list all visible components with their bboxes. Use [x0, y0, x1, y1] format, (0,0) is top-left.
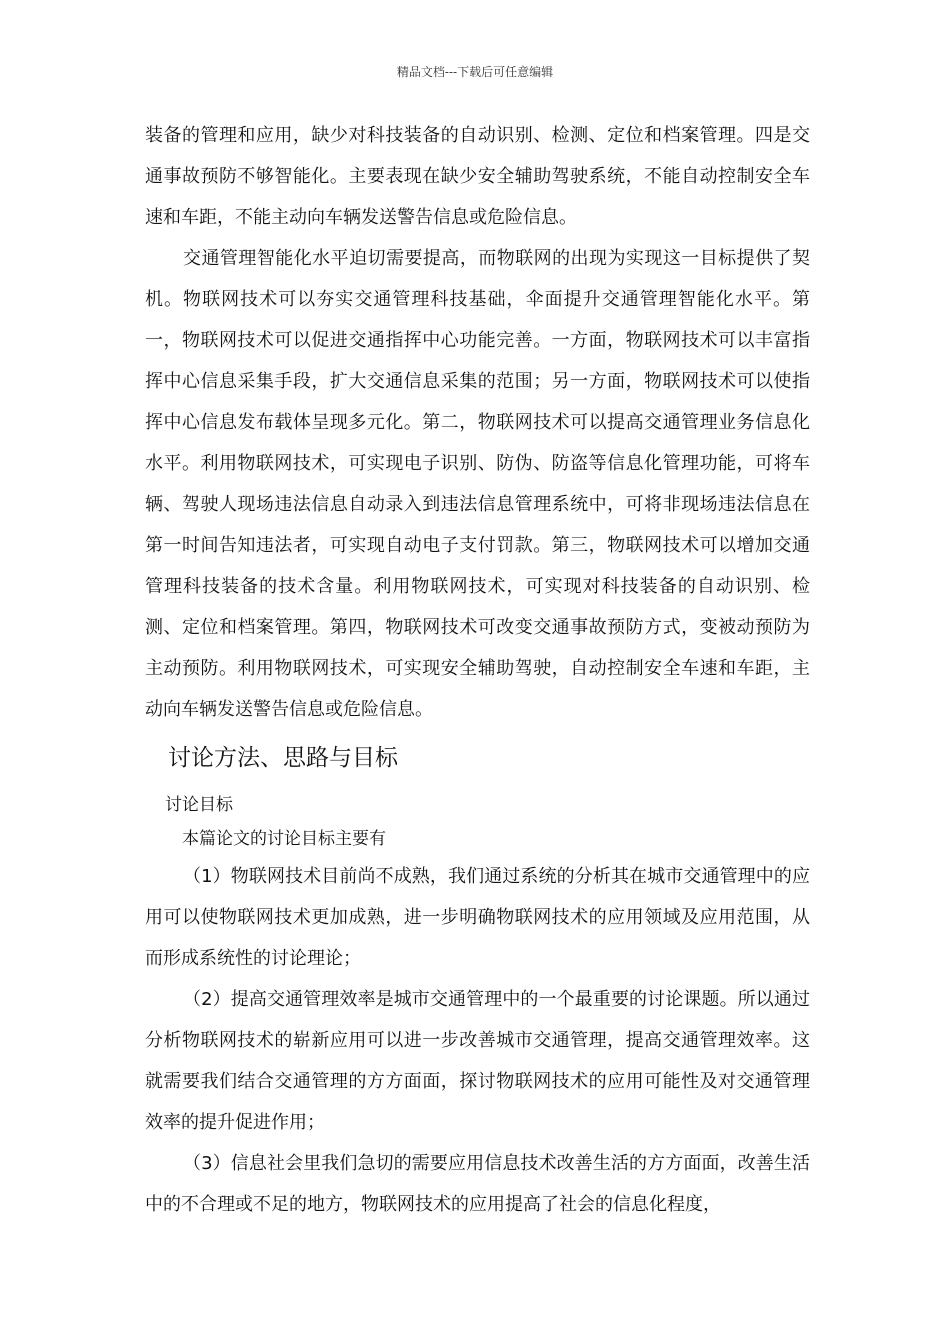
- intro-line: 本篇论文的讨论目标主要有: [182, 829, 386, 849]
- header-watermark: 精品文档---下载后可任意编辑: [396, 65, 554, 79]
- section-heading: 讨论方法、思路与目标: [168, 745, 398, 771]
- list-item-1: （1）物联网技术目前尚不成熟，我们通过系统的分析其在城市交通管理中的应用可以使物联网技术更加成熟，进一步明确物联网技术的应用领域及应用范围，从而形成系统性的讨论理论；: [145, 866, 810, 969]
- paragraph-1: 装备的管理和应用，缺少对科技装备的自动识别、检测、定位和档案管理。四是交通事故预防不够智能化。主要表现在缺少安全辅助驾驶系统，不能自动控制安全车速和车距，不能主动向车辆发送警告信息或危险信息。: [145, 125, 810, 228]
- section2-body: [145, 856, 810, 1225]
- paragraph-2: 交通管理智能化水平迫切需要提高，而物联网的出现为实现这一目标提供了契机。物联网技术可以夯实交通管理科技基础，伞面提升交通管理智能化水平。第一，物联网技术可以促进交通指挥中心功能完善。一方面，物联网技术可以丰富指挥中心信息采集手段，扩大交通信息采集的范围；另一方面，物联网技术可以使指挥中心信息发布载体呈现多元化。第二，物联网技术可以提高交通管理业务信息化水平。利用物联网技术，可实现电子识别、防伪、防盗等信息化管理功能，可将车辆、驾驶人现场违法信息自动录入到违法信息管理系统中，可将非现场违法信息在第一时间告知违法者，可实现自动电子支付罚款。第三，物联网技术可以增加交通管理科技装备的技术含量。利用物联网技术，可实现对科技装备的自动识别、检测、定位和档案管理。第四，物联网技术可改变交通事故预防方式，变被动预防为主动预防。利用物联网技术，可实现安全辅助驾驶，自动控制安全车速和车距，主动向车辆发送警告信息或危险信息。: [145, 248, 810, 720]
- subsection-heading: 讨论目标: [165, 795, 233, 815]
- list-item-3: （3）信息社会里我们急切的需要应用信息技术改善生活的方方面面，改善生活中的不合理或不足的地方，物联网技术的应用提高了社会的信息化程度，: [145, 1153, 810, 1215]
- list-item-2: （2）提高交通管理效率是城市交通管理中的一个最重要的讨论课题。所以通过分析物联网技术的崭新应用可以进一步改善城市交通管理，提高交通管理效率。这就需要我们结合交通管理的方方面面，探讨物联网技术的应用可能性及对交通管理效率的提升促进作用；: [145, 989, 810, 1133]
- section1-body: [145, 115, 810, 730]
